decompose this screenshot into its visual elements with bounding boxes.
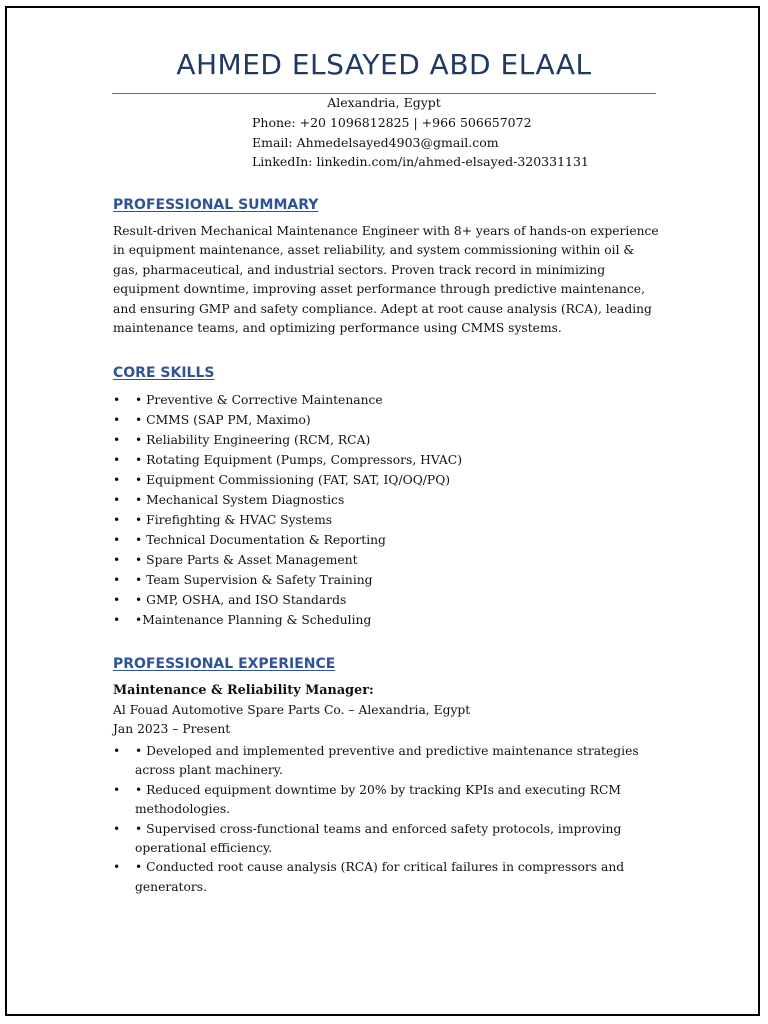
bullet-icon: • (113, 473, 121, 487)
contact-city: Alexandria, Egypt (327, 95, 441, 110)
job-dates: Jan 2023 – Present (113, 722, 231, 736)
skill-item (113, 570, 462, 590)
job-bullet (113, 742, 675, 781)
skill-item (113, 450, 462, 470)
skill-text: • GMP, OSHA, and ISO Standards (135, 593, 347, 607)
bullet-icon: • (113, 413, 121, 427)
bullet-icon: • (113, 573, 121, 587)
candidate-name: AHMED ELSAYED ABD ELAAL (176, 48, 592, 81)
bullet-icon: • (113, 613, 121, 627)
summary-text: Result-driven Mechanical Maintenance Engineer with 8+ years of hands-on experience in equipment maintenance, asset reliability, and system commissioning within oil & gas, pharmaceutical, and industrial sectors. Proven track record in minimizing equipment downtime, improving asset performance through predictive maintenance, and ensuring GMP and safety compliance. Adept at root cause analysis (RCA), leading maintenance teams, and optimizing performance using CMMS systems. (113, 224, 659, 336)
bullet-icon: • (113, 821, 121, 836)
contact-email: Email: Ahmedelsayed4903@gmail.com (252, 134, 499, 150)
skill-item (113, 610, 462, 630)
bullet-icon: • (113, 744, 121, 758)
bullet-icon: • (113, 860, 121, 875)
skill-item (113, 490, 462, 510)
bullet-icon: • (113, 782, 121, 797)
bullet-icon: • (113, 433, 121, 447)
skill-text: • Technical Documentation & Reporting (135, 533, 386, 547)
skill-text: • Rotating Equipment (Pumps, Compressors, HVAC) (135, 453, 462, 467)
skill-item (113, 550, 462, 570)
summary-heading: PROFESSIONAL SUMMARY (113, 197, 319, 213)
bullet-icon: • (113, 493, 121, 507)
bullet-icon: • (113, 513, 121, 527)
bullet-icon: • (113, 453, 121, 467)
skill-text: • Spare Parts & Asset Management (135, 553, 358, 567)
skill-text: • Reliability Engineering (RCM, RCA) (135, 433, 371, 447)
contact-linkedin: LinkedIn: linkedin.com/in/ahmed-elsayed-320331131 (252, 154, 589, 169)
bullet-icon: • (113, 593, 121, 607)
job-bullet (113, 820, 675, 859)
skill-text: • Preventive & Corrective Maintenance (135, 393, 383, 407)
job-title: Maintenance & Reliability Manager: (113, 683, 374, 698)
skill-text: • Mechanical System Diagnostics (135, 493, 345, 507)
contact-phone: Phone: +20 1096812825 | +966 506657072 (252, 115, 532, 130)
skill-text: • CMMS (SAP PM, Maximo) (135, 413, 311, 427)
skill-text: • Equipment Commissioning (FAT, SAT, IQ/OQ/PQ) (135, 473, 451, 487)
contact-details (252, 113, 589, 172)
job-bullet-text: • Reduced equipment downtime by 20% by tracking KPIs and executing RCM methodologies. (135, 782, 621, 817)
skill-item (113, 410, 462, 430)
skill-item (113, 530, 462, 550)
skill-text: • Firefighting & HVAC Systems (135, 513, 333, 527)
skill-item (113, 470, 462, 490)
job-bullets (113, 742, 675, 897)
job-bullet-text: • Conducted root cause analysis (RCA) for critical failures in compressors and generators. (135, 860, 625, 894)
job-bullet (113, 781, 675, 820)
job-bullet-text: • Supervised cross-functional teams and enforced safety protocols, improving operational efficiency. (135, 821, 622, 856)
skill-item (113, 510, 462, 530)
bullet-icon: • (113, 553, 121, 567)
job-bullet (113, 858, 675, 897)
skill-item (113, 430, 462, 450)
bullet-icon: • (113, 533, 121, 547)
skills-list (113, 390, 462, 630)
skill-item (113, 590, 462, 610)
skill-item (113, 390, 462, 410)
skill-text: • Team Supervision & Safety Training (135, 573, 373, 587)
skill-text: •Maintenance Planning & Scheduling (135, 613, 372, 627)
experience-heading: PROFESSIONAL EXPERIENCE (113, 656, 336, 672)
skills-heading: CORE SKILLS (113, 365, 215, 381)
job-bullet-text: • Developed and implemented preventive and predictive maintenance strategies across plant machinery. (135, 744, 639, 778)
job-company: Al Fouad Automotive Spare Parts Co. – Alexandria, Egypt (113, 703, 471, 717)
bullet-icon: • (113, 393, 121, 407)
